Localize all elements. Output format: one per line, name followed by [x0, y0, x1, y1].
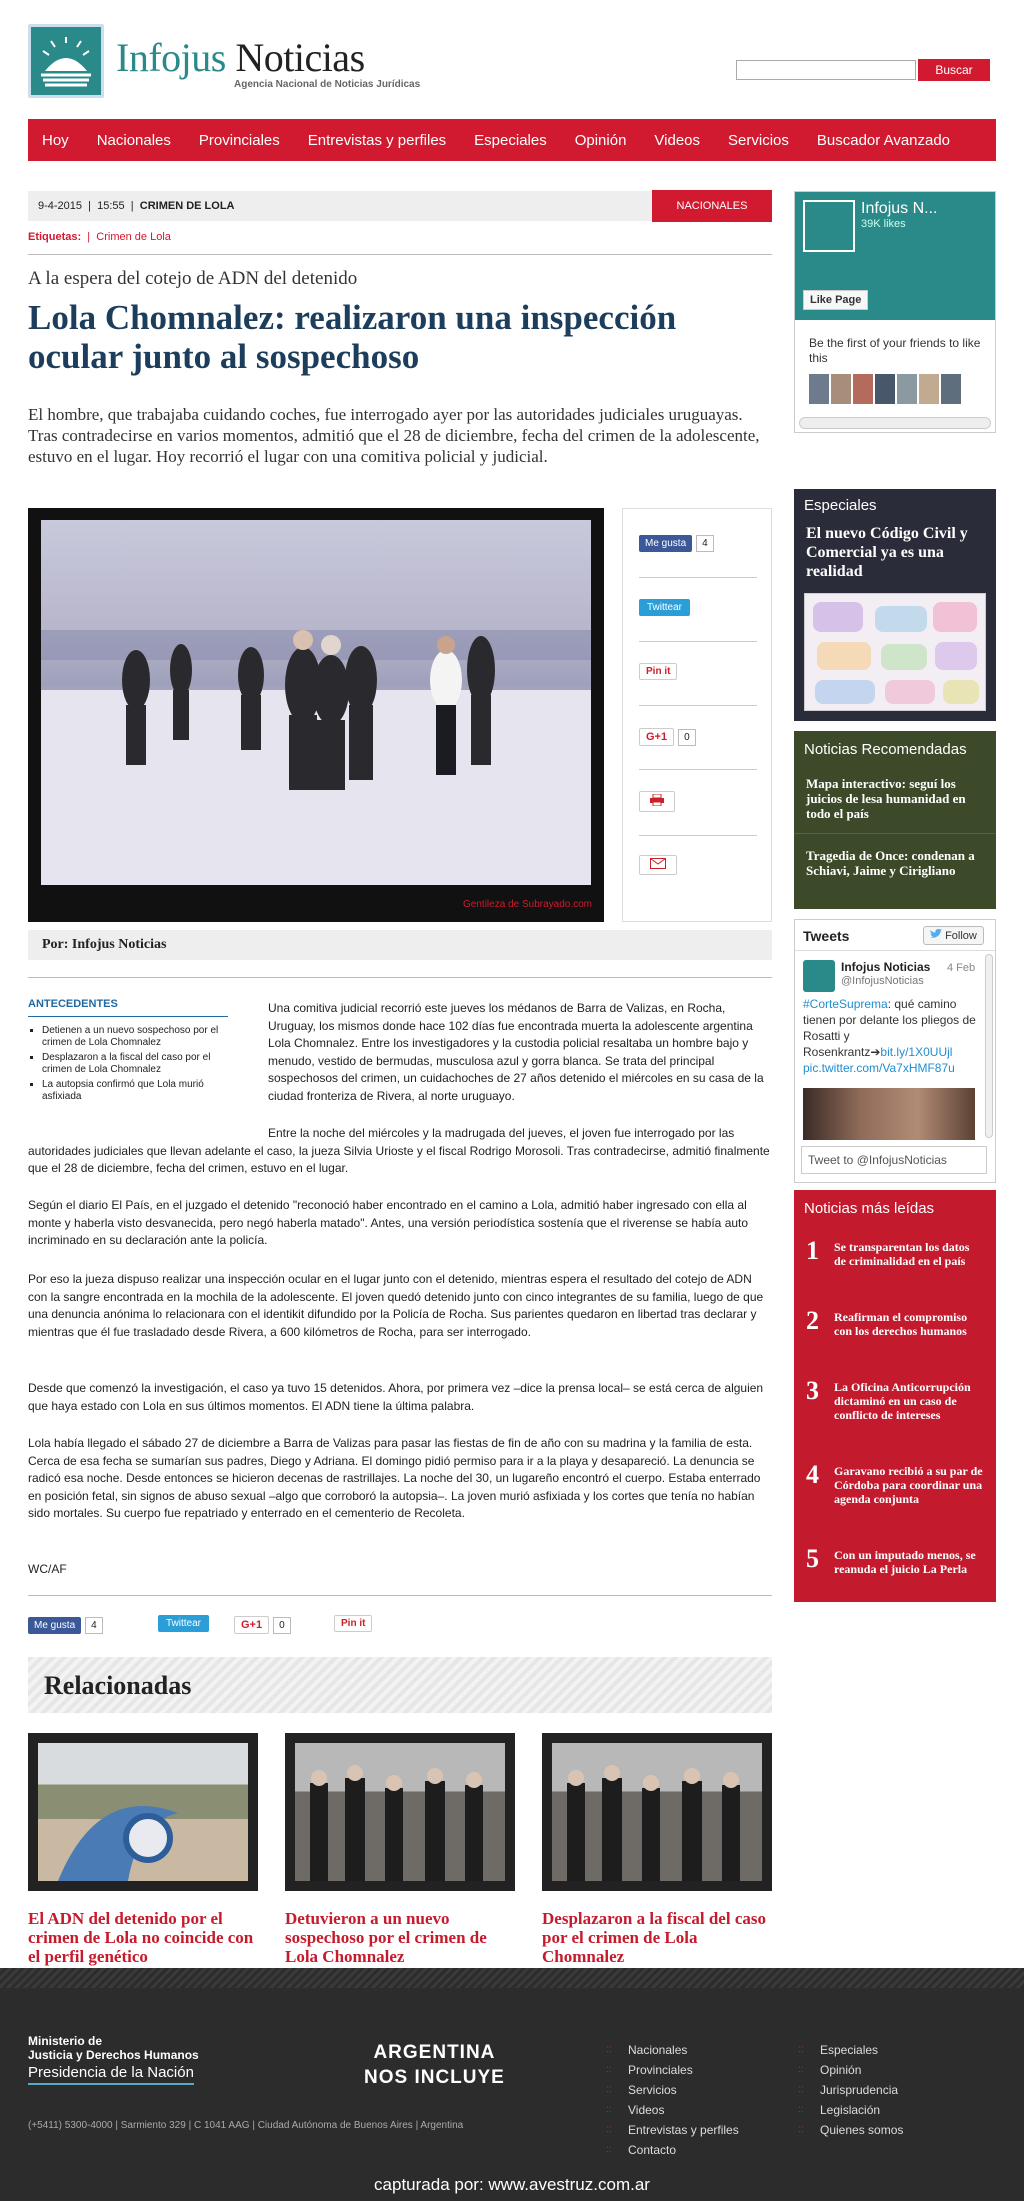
footer-links-col-1 [606, 2040, 739, 2160]
tweet-widget [639, 597, 690, 619]
most-read-box [794, 1190, 996, 1602]
article-paragraph: Una comitiva judicial recorrió este jueves los médanos de Barra de Valizas, en Rocha, Uruguay, los mismos donde hace 102 días fue encontrada muerta la adolescente argentina Lola Chomnalez. Entre los investigadores y la custodia policial resaltaba un hombre bajo y menudo, vestido de bermudas, musculosa azul y gorra blanca. Se trata del principal sospechosos del crimen, un cuidachoches de 27 años detenido el miércoles en su casa de la ciudad fronteriza de Rivera, al norte uruguayo. [268, 1001, 764, 1103]
article-paragraph: Desde que comenzó la investigación, el caso ya tuvo 15 detenidos. Ahora, por primera vez –dice la prensa local– se está cerca de alguien que haya estado con Lola en sus últimos momentos. El ADN tiene la última palabra. [28, 1381, 764, 1413]
fb-like-widget [28, 1615, 103, 1634]
divider [28, 254, 772, 255]
article-kicker: A la espera del cotejo de ADN del detenido [28, 268, 358, 289]
site-header [28, 24, 996, 99]
gplus-button[interactable]: G+1 [639, 728, 674, 746]
nav-item-provinciales[interactable]: Provinciales [198, 131, 280, 149]
article-date: 9-4-2015 [38, 200, 83, 212]
related-card[interactable] [542, 1733, 772, 1966]
tweet-photo[interactable] [803, 1088, 975, 1140]
related-header [28, 1657, 772, 1713]
print-icon[interactable] [639, 791, 675, 812]
tweet-date[interactable]: 4 Feb [947, 962, 976, 974]
article-photo[interactable] [41, 520, 591, 885]
footer-link[interactable]: :: Nacionales [606, 2040, 739, 2060]
footer-link[interactable]: :: Provinciales [606, 2060, 739, 2080]
article-byline: Por: Infojus Noticias [42, 937, 167, 952]
ministerio-logo-text[interactable]: Ministerio de Justicia y Derechos Humanos [28, 2034, 199, 2062]
divider [639, 835, 757, 836]
pin-it-button[interactable]: Pin it [639, 663, 677, 680]
tweets-title: Tweets [803, 928, 850, 944]
gplus-widget [234, 1615, 291, 1634]
gplus-widget [639, 727, 696, 749]
nav-item-buscador[interactable]: Buscador Avanzado [816, 131, 951, 149]
tweet-hashtag[interactable]: #CorteSuprema [803, 997, 888, 1011]
most-read-link[interactable]: Garavano recibió a su par de Córdoba para coordinar una agenda conjunta [834, 1464, 983, 1506]
pinterest-widget [639, 661, 677, 683]
fb-like-count: 4 [696, 535, 714, 552]
especiales-link[interactable]: El nuevo Código Civil y Comercial ya es una realidad [806, 525, 968, 580]
article-paragraph: Entre la noche del miércoles y la madrugada del jueves, el joven fue interrogado por las autoridades judiciales que llevan adelante el caso, la jueza Silvia Urioste y el fiscal Rodrigo Morosoli. Tras contradecirse, admitió finalmente que el 28 de diciembre, fecha del crimen, estuvo en el lugar. [28, 1126, 770, 1175]
article-paragraph: Por eso la jueza dispuso realizar una inspección ocular en el lugar junto con el detenido, mientras espera el resultado del cotejo de ADN con la sangre encontrada en la mochila de la adolescente. El joven quedó detenido junto con cinco integrantes de su familia, luego de que una denuncia anónima lo relacionara con el identikit difundido por la Policía de Rocha. Sus parientes quedaron en libertad tras declarar y mientras que él fue trasladado desde Rivera, a 600 kilómetros de Rocha, para ser interrogado. [28, 1272, 764, 1339]
tweet-to-input[interactable]: Tweet to @InfojusNoticias [801, 1146, 987, 1174]
tweet-button[interactable]: Twittear [158, 1615, 209, 1632]
main-nav [28, 119, 996, 161]
especiales-image[interactable] [804, 593, 986, 711]
gplus-button[interactable]: G+1 [234, 1616, 269, 1634]
fb-page-likes: 39K likes [861, 218, 906, 230]
especiales-title: Especiales [804, 497, 877, 514]
divider [639, 705, 757, 706]
logo-second-text: Noticias [235, 35, 365, 80]
article-paragraph: Lola había llegado el sábado 27 de diciembre a Barra de Valizas para pasar las fiestas de fin de año con su madrina y la familia de esta. Cerca de esa fecha se sumarían sus padres, Diego y Adriana. El domingo pidió permiso para ir a la playa y desapareció. La denuncia se radicó esa noche. Desde entonces se hicieron decenas de rastrillajes. La noche del 30, un lugareño encontró el cuerpo. Estaba enterrado en posición fetal, sin signos de abuso sexual –algo que corroboró la autopsia–. La joven murió asfixiada y los cortes que tenía no habían sido mortales. Su cuerpo fue repatriado y enterrado en el cementerio de Recoleta. [28, 1436, 761, 1520]
footer-link[interactable]: :: Opinión [798, 2060, 903, 2080]
captured-by-text: capturada por: www.avestruz.com.ar [374, 2175, 650, 2194]
most-read-number: 2 [806, 1306, 819, 1335]
search-button[interactable]: Buscar [918, 59, 990, 81]
share-column [622, 508, 772, 922]
related-image[interactable] [285, 1733, 515, 1891]
photo-credit: Gentileza de Subrayado.com [463, 899, 592, 910]
section-badge[interactable]: NACIONALES [652, 190, 772, 222]
article-headline: Lola Chomnalez: realizaron una inspección ocular junto al sospechoso [28, 298, 677, 376]
fb-friend-avatars [809, 374, 961, 404]
most-read-number: 5 [806, 1544, 819, 1573]
most-read-number: 1 [806, 1236, 819, 1265]
logo-wordmark[interactable] [116, 34, 365, 81]
related-card-title[interactable]: Desplazaron a la fiscal del caso por el crimen de Lola Chomnalez [542, 1909, 766, 1966]
recommended-title: Noticias Recomendadas [804, 741, 967, 758]
print-widget [639, 791, 675, 813]
divider [639, 577, 757, 578]
divider [639, 769, 757, 770]
fb-like-widget [639, 533, 714, 555]
divider [28, 1595, 772, 1596]
footer-links-col-2 [798, 2040, 903, 2140]
footer-link[interactable]: :: Servicios [606, 2080, 739, 2100]
recommended-link[interactable]: Tragedia de Once: condenan a Schiavi, Jaime y Cirigliano [806, 848, 975, 878]
tag-link[interactable]: Crimen de Lola [96, 231, 171, 243]
fb-friends-text: Be the first of your friends to like this [809, 336, 981, 365]
argentina-line-1: ARGENTINA [373, 2042, 496, 2063]
logo-main-text: Infojus [116, 35, 226, 80]
most-read-link[interactable]: Se transparentan los datos de criminalidad en el país [834, 1240, 970, 1268]
tweet-text [803, 996, 978, 1076]
fb-page-avatar[interactable] [803, 200, 855, 252]
footer-link[interactable]: :: Quienes somos [798, 2120, 903, 2140]
tweet-author-name[interactable]: Infojus Noticias [841, 960, 931, 974]
footer-link[interactable]: :: Contacto [606, 2140, 739, 2160]
facebook-page-widget [794, 191, 996, 433]
tweet-button[interactable]: Twittear [639, 599, 690, 616]
related-card[interactable] [285, 1733, 515, 1966]
argentina-logo[interactable] [364, 2040, 505, 2090]
most-read-title: Noticias más leídas [804, 1200, 935, 1217]
presidencia-logo-text[interactable]: Presidencia de la Nación [28, 2064, 194, 2085]
related-card[interactable] [28, 1733, 258, 1966]
article-meta: 9-4-2015 | 15:55 | CRIMEN DE LOLA [38, 200, 235, 212]
recommended-link[interactable]: Mapa interactivo: seguí los juicios de lesa humanidad en todo el país [794, 772, 996, 834]
antecedentes-title: ANTECEDENTES [28, 998, 228, 1017]
divider [795, 950, 995, 951]
twitter-follow-button[interactable]: Follow [923, 926, 984, 945]
divider [28, 977, 772, 978]
nav-item-servicios[interactable]: Servicios [728, 131, 789, 149]
related-title: Relacionadas [44, 1671, 192, 1700]
byline-bar [28, 930, 772, 960]
most-read-link[interactable]: Reafirman el compromiso con los derechos humanos [834, 1310, 968, 1338]
recommended-box [794, 731, 996, 909]
related-card-title[interactable]: Detuvieron a un nuevo sospechoso por el crimen de Lola Chomnalez [285, 1909, 487, 1966]
nav-item-videos[interactable]: Videos [654, 131, 701, 149]
twitter-bird-icon [930, 929, 942, 939]
most-read-number: 3 [806, 1376, 819, 1405]
footer-link[interactable]: :: Videos [606, 2100, 739, 2120]
nav-item-especiales[interactable]: Especiales [474, 131, 547, 149]
twitter-widget [794, 919, 996, 1183]
article-photo-frame [28, 508, 604, 922]
tweet-media-link[interactable]: pic.twitter.com/Va7xHMF87u [803, 1061, 955, 1075]
fb-cover-image[interactable] [795, 192, 995, 320]
fb-page-name[interactable]: Infojus N... [861, 200, 938, 217]
footer-link[interactable]: :: Jurisprudencia [798, 2080, 903, 2100]
fb-like-button[interactable]: Me gusta [28, 1617, 81, 1634]
email-widget [639, 855, 677, 877]
nav-item-entrevistas[interactable]: Entrevistas y perfiles [307, 131, 447, 149]
related-card-title[interactable]: El ADN del detenido por el crimen de Lola no coincide con el perfil genético [28, 1909, 254, 1966]
argentina-line-2: NOS INCLUYE [364, 2067, 505, 2088]
divider [639, 641, 757, 642]
antecedente-link[interactable]: ▪ La autopsia confirmó que Lola murió asfixiada [42, 1079, 228, 1103]
fb-like-page-button[interactable]: Like Page [803, 290, 868, 310]
gplus-count: 0 [273, 1617, 291, 1634]
nav-item-nacionales[interactable]: Nacionales [96, 131, 171, 149]
tweets-scrollbar[interactable] [985, 954, 993, 1138]
related-image[interactable] [542, 1733, 772, 1891]
gplus-count: 0 [678, 729, 696, 746]
article-meta-bar [28, 191, 772, 221]
antecedente-link[interactable]: ▪ Detienen a un nuevo sospechoso por el crimen de Lola Chomnalez [42, 1025, 228, 1049]
related-image[interactable] [28, 1733, 258, 1891]
site-footer [0, 1968, 1024, 2201]
most-read-number: 4 [806, 1460, 819, 1489]
bottom-share-row [28, 1615, 428, 1637]
nav-item-hoy[interactable]: Hoy [42, 131, 69, 149]
fb-like-button[interactable]: Me gusta [639, 535, 692, 552]
article-topic[interactable]: CRIMEN DE LOLA [139, 200, 235, 212]
tags-row: Etiquetas: | Crimen de Lola [28, 231, 171, 243]
article-time: 15:55 [97, 200, 125, 212]
horizontal-scrollbar[interactable] [799, 417, 991, 429]
footer-stripe [0, 1968, 1024, 1988]
footer-link[interactable]: :: Legislación [798, 2100, 903, 2120]
most-read-link[interactable]: Con un imputado menos, se reanuda el juicio La Perla [834, 1548, 976, 1576]
tweet-avatar[interactable] [803, 960, 835, 992]
antecedentes-box [28, 998, 228, 1106]
pin-it-button[interactable]: Pin it [334, 1615, 372, 1632]
email-icon[interactable] [639, 855, 677, 875]
footer-link[interactable]: :: Especiales [798, 2040, 903, 2060]
antecedentes-list [28, 1025, 228, 1103]
tags-label: Etiquetas: [28, 231, 82, 243]
tweet-author-handle[interactable]: @InfojusNoticias [841, 975, 924, 987]
antecedente-link[interactable]: ▪ Desplazaron a la fiscal del caso por el crimen de Lola Chomnalez [42, 1052, 228, 1076]
footer-address: (+5411) 5300-4000 | Sarmiento 329 | C 1041 AAG | Ciudad Autónoma de Buenos Aires | Argentina [28, 2120, 464, 2131]
search-input[interactable] [736, 60, 916, 80]
logo-subtitle: Agencia Nacional de Noticias Jurídicas [234, 79, 421, 90]
article-lead: El hombre, que trabajaba cuidando coches, fue interrogado ayer por las autoridades judiciales uruguayas. Tras contradecirse en varios momentos, admitió que el 28 de diciembre, fecha del crimen de la adolescente, estuvo en el lugar. Hoy recorrió el lugar con una comitiva policial y judicial. [28, 405, 760, 466]
tweet-body: : qué camino tienen por delante los pliegos de Rosatti y Rosenkrantz➔ [803, 997, 976, 1059]
fb-like-count: 4 [85, 1617, 103, 1634]
nav-item-opinion[interactable]: Opinión [574, 131, 627, 149]
footer-link[interactable]: :: Entrevistas y perfiles [606, 2120, 739, 2140]
especiales-box [794, 489, 996, 721]
article-paragraph: Según el diario El País, en el juzgado el detenido "reconoció haber encontrado en el camino a Lola, admitió haber ingresado con ella al monte y haberla visto desvanecida, pero negó haberla matado". Antes, una versión periodística sostenía que el riverense se había auto incriminado en su declaración ante la policía. [28, 1198, 749, 1247]
logo-icon[interactable] [28, 24, 104, 98]
article-signature: WC/AF [28, 1562, 67, 1576]
tweet-link[interactable]: bit.ly/1X0UUjl [880, 1045, 953, 1059]
most-read-link[interactable]: La Oficina Anticorrupción dictaminó en un caso de conflicto de intereses [834, 1380, 971, 1422]
